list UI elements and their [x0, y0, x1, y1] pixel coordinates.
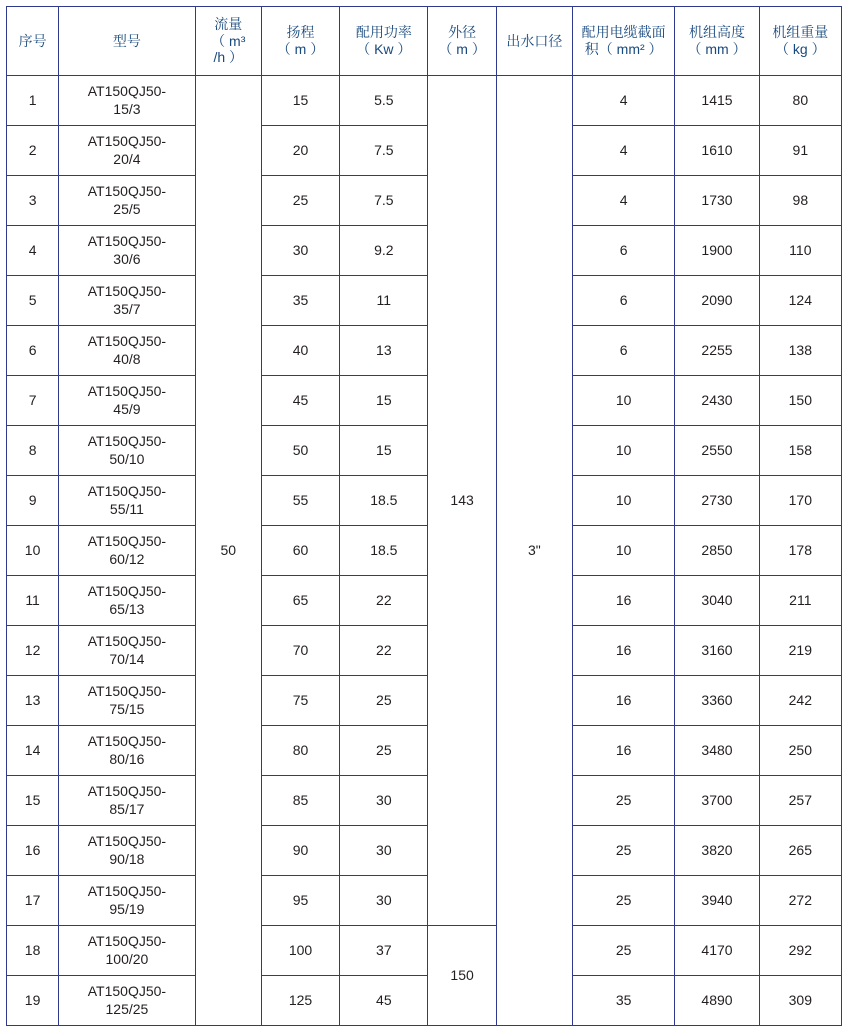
- cell-model-line1: AT150QJ50-: [87, 283, 167, 299]
- cell-power: 22: [340, 626, 428, 676]
- cell-cable: 25: [572, 776, 674, 826]
- cell-model: [59, 126, 195, 176]
- cell-weight: 80: [759, 76, 841, 126]
- cell-model-line1: AT150QJ50-: [87, 733, 167, 749]
- cell-power: 45: [340, 976, 428, 1026]
- cell-weight: 158: [759, 426, 841, 476]
- cell-model: [59, 826, 195, 876]
- cell-model: [59, 376, 195, 426]
- cell-height: 3360: [675, 676, 759, 726]
- cell-model-line2: 90/18: [109, 850, 145, 867]
- col-header-cable-section: [572, 7, 674, 76]
- cell-model-line1: AT150QJ50-: [87, 533, 167, 549]
- cell-outer-diameter-merged-1: 143: [428, 76, 496, 926]
- cell-height: 1730: [675, 176, 759, 226]
- cell-model-line1: AT150QJ50-: [87, 583, 167, 599]
- col-header-unit-height: [675, 7, 759, 76]
- cell-head: 50: [261, 426, 339, 476]
- cell-model: [59, 576, 195, 626]
- cell-head: 100: [261, 926, 339, 976]
- cell-power: 15: [340, 376, 428, 426]
- cell-model-line2: 75/15: [109, 700, 145, 717]
- table-row: [7, 576, 842, 626]
- cell-head: 40: [261, 326, 339, 376]
- cell-outer-diameter-merged-2: 150: [428, 926, 496, 1026]
- table-row: [7, 926, 842, 976]
- cell-head: 65: [261, 576, 339, 626]
- cell-model: [59, 976, 195, 1026]
- cell-model: [59, 476, 195, 526]
- col-header-outer-line1: 外径: [448, 24, 477, 41]
- table-row: [7, 776, 842, 826]
- cell-model-line2: 20/4: [113, 150, 141, 167]
- cell-no: 1: [7, 76, 59, 126]
- cell-model-line2: 125/25: [105, 1000, 149, 1017]
- cell-weight: 178: [759, 526, 841, 576]
- cell-power: 11: [340, 276, 428, 326]
- cell-no: 3: [7, 176, 59, 226]
- cell-cable: 6: [572, 226, 674, 276]
- col-header-outlet-diameter: [496, 7, 572, 76]
- cell-head: 80: [261, 726, 339, 776]
- cell-head: 30: [261, 226, 339, 276]
- table-header: [7, 7, 842, 76]
- cell-power: 7.5: [340, 176, 428, 226]
- cell-no: 17: [7, 876, 59, 926]
- cell-height: 2550: [675, 426, 759, 476]
- cell-model-line2: 65/13: [109, 600, 145, 617]
- cell-no: 9: [7, 476, 59, 526]
- cell-model-line1: AT150QJ50-: [87, 233, 167, 249]
- cell-no: 11: [7, 576, 59, 626]
- cell-model-line2: 100/20: [105, 950, 149, 967]
- cell-no: 13: [7, 676, 59, 726]
- cell-cable: 35: [572, 976, 674, 1026]
- cell-model-line1: AT150QJ50-: [87, 833, 167, 849]
- cell-model-line2: 60/12: [109, 550, 145, 567]
- col-header-height-line1: 机组高度: [688, 24, 745, 41]
- cell-weight: 265: [759, 826, 841, 876]
- cell-model: [59, 926, 195, 976]
- cell-power: 18.5: [340, 526, 428, 576]
- cell-no: 14: [7, 726, 59, 776]
- cell-head: 15: [261, 76, 339, 126]
- cell-no: 2: [7, 126, 59, 176]
- cell-model-line1: AT150QJ50-: [87, 133, 167, 149]
- cell-head: 85: [261, 776, 339, 826]
- cell-height: 1415: [675, 76, 759, 126]
- cell-flow-merged: 50: [195, 76, 261, 1026]
- table-row: [7, 326, 842, 376]
- col-header-model-line1: 型号: [112, 32, 141, 49]
- cell-model-line2: 35/7: [113, 300, 141, 317]
- cell-model-line2: 50/10: [109, 450, 145, 467]
- col-header-no: [7, 7, 59, 76]
- cell-height: 2850: [675, 526, 759, 576]
- header-row: [7, 7, 842, 76]
- cell-power: 13: [340, 326, 428, 376]
- cell-model-line2: 25/5: [113, 200, 141, 217]
- cell-head: 75: [261, 676, 339, 726]
- cell-model-line2: 70/14: [109, 650, 145, 667]
- cell-power: 18.5: [340, 476, 428, 526]
- cell-model-line1: AT150QJ50-: [87, 483, 167, 499]
- cell-weight: 242: [759, 676, 841, 726]
- cell-model: [59, 76, 195, 126]
- cell-model: [59, 876, 195, 926]
- cell-weight: 124: [759, 276, 841, 326]
- cell-model: [59, 426, 195, 476]
- cell-model: [59, 726, 195, 776]
- cell-cable: 10: [572, 376, 674, 426]
- pump-specification-table: [6, 6, 842, 1026]
- cell-height: 3040: [675, 576, 759, 626]
- cell-cable: 10: [572, 426, 674, 476]
- col-header-flow-line2: （ m³: [211, 32, 246, 49]
- cell-height: 4170: [675, 926, 759, 976]
- cell-head: 95: [261, 876, 339, 926]
- col-header-no-line1: 序号: [18, 32, 47, 49]
- cell-cable: 25: [572, 926, 674, 976]
- cell-model-line1: AT150QJ50-: [87, 333, 167, 349]
- cell-power: 15: [340, 426, 428, 476]
- cell-model-line1: AT150QJ50-: [87, 933, 167, 949]
- col-header-height-line2: （ mm ）: [687, 41, 747, 57]
- cell-no: 8: [7, 426, 59, 476]
- cell-weight: 257: [759, 776, 841, 826]
- cell-model: [59, 526, 195, 576]
- cell-power: 30: [340, 826, 428, 876]
- table-row: [7, 476, 842, 526]
- cell-head: 60: [261, 526, 339, 576]
- col-header-cable-line1: 配用电缆截面: [581, 24, 666, 41]
- cell-height: 2730: [675, 476, 759, 526]
- cell-cable: 16: [572, 676, 674, 726]
- cell-model-line1: AT150QJ50-: [87, 883, 167, 899]
- cell-weight: 292: [759, 926, 841, 976]
- cell-weight: 138: [759, 326, 841, 376]
- cell-weight: 211: [759, 576, 841, 626]
- cell-weight: 110: [759, 226, 841, 276]
- cell-cable: 6: [572, 276, 674, 326]
- col-header-power-line2: （ Kw ）: [356, 41, 412, 57]
- col-header-power: [340, 7, 428, 76]
- cell-head: 55: [261, 476, 339, 526]
- cell-cable: 25: [572, 876, 674, 926]
- cell-no: 19: [7, 976, 59, 1026]
- cell-no: 12: [7, 626, 59, 676]
- cell-no: 10: [7, 526, 59, 576]
- cell-model-line2: 30/6: [113, 250, 141, 267]
- cell-no: 6: [7, 326, 59, 376]
- col-header-weight-line1: 机组重量: [772, 24, 829, 41]
- col-header-unit-weight: [759, 7, 841, 76]
- cell-power: 25: [340, 726, 428, 776]
- col-header-flow-line3: /h ）: [213, 49, 244, 66]
- cell-weight: 219: [759, 626, 841, 676]
- cell-no: 7: [7, 376, 59, 426]
- cell-cable: 6: [572, 326, 674, 376]
- cell-power: 7.5: [340, 126, 428, 176]
- cell-cable: 4: [572, 126, 674, 176]
- table-row: [7, 826, 842, 876]
- col-header-flow-line1: 流量: [214, 15, 243, 32]
- cell-head: 125: [261, 976, 339, 1026]
- cell-model: [59, 676, 195, 726]
- cell-weight: 150: [759, 376, 841, 426]
- cell-model: [59, 326, 195, 376]
- cell-weight: 170: [759, 476, 841, 526]
- cell-height: 1610: [675, 126, 759, 176]
- col-header-outlet-line1: 出水口径: [506, 32, 563, 49]
- cell-cable: 16: [572, 626, 674, 676]
- cell-height: 2255: [675, 326, 759, 376]
- cell-cable: 16: [572, 726, 674, 776]
- col-header-flow: [195, 7, 261, 76]
- cell-power: 37: [340, 926, 428, 976]
- cell-model-line2: 85/17: [109, 800, 145, 817]
- cell-model-line1: AT150QJ50-: [87, 683, 167, 699]
- cell-height: 4890: [675, 976, 759, 1026]
- cell-power: 30: [340, 776, 428, 826]
- cell-outlet-diameter-merged: 3": [496, 76, 572, 1026]
- col-header-weight-line2: （ kg ）: [775, 41, 826, 57]
- cell-weight: 272: [759, 876, 841, 926]
- cell-head: 20: [261, 126, 339, 176]
- cell-cable: 10: [572, 526, 674, 576]
- cell-power: 30: [340, 876, 428, 926]
- table-row: [7, 226, 842, 276]
- cell-model: [59, 626, 195, 676]
- col-header-model: [59, 7, 195, 76]
- cell-no: 5: [7, 276, 59, 326]
- cell-model-line1: AT150QJ50-: [87, 83, 167, 99]
- cell-cable: 4: [572, 176, 674, 226]
- cell-height: 3700: [675, 776, 759, 826]
- cell-cable: 25: [572, 826, 674, 876]
- cell-model-line2: 45/9: [113, 400, 141, 417]
- cell-no: 15: [7, 776, 59, 826]
- table-body: [7, 76, 842, 1026]
- cell-model-line2: 95/19: [109, 900, 145, 917]
- cell-head: 45: [261, 376, 339, 426]
- cell-power: 9.2: [340, 226, 428, 276]
- table-row: [7, 526, 842, 576]
- col-header-power-line1: 配用功率: [355, 24, 412, 41]
- col-header-outer-line2: （ m ）: [438, 41, 486, 57]
- table-row: [7, 976, 842, 1026]
- cell-model-line1: AT150QJ50-: [87, 633, 167, 649]
- col-header-outer-diameter: [428, 7, 496, 76]
- cell-model-line2: 80/16: [109, 750, 145, 767]
- cell-model: [59, 226, 195, 276]
- cell-no: 18: [7, 926, 59, 976]
- cell-height: 1900: [675, 226, 759, 276]
- cell-model-line2: 40/8: [113, 350, 141, 367]
- cell-cable: 4: [572, 76, 674, 126]
- col-header-head-line2: （ m ）: [276, 41, 325, 57]
- cell-model: [59, 776, 195, 826]
- cell-head: 90: [261, 826, 339, 876]
- cell-model: [59, 176, 195, 226]
- cell-model-line1: AT150QJ50-: [87, 433, 167, 449]
- cell-height: 3480: [675, 726, 759, 776]
- cell-weight: 98: [759, 176, 841, 226]
- cell-height: 2090: [675, 276, 759, 326]
- cell-height: 3160: [675, 626, 759, 676]
- cell-model-line1: AT150QJ50-: [87, 383, 167, 399]
- cell-power: 25: [340, 676, 428, 726]
- table-row: [7, 76, 842, 126]
- cell-height: 3820: [675, 826, 759, 876]
- cell-power: 22: [340, 576, 428, 626]
- cell-no: 16: [7, 826, 59, 876]
- table-row: [7, 676, 842, 726]
- cell-weight: 91: [759, 126, 841, 176]
- cell-model-line2: 15/3: [113, 100, 141, 117]
- table-row: [7, 276, 842, 326]
- table-row: [7, 876, 842, 926]
- cell-head: 25: [261, 176, 339, 226]
- cell-model-line1: AT150QJ50-: [87, 983, 167, 999]
- cell-cable: 10: [572, 476, 674, 526]
- table-row: [7, 376, 842, 426]
- cell-model-line1: AT150QJ50-: [87, 183, 167, 199]
- table-row: [7, 176, 842, 226]
- cell-height: 2430: [675, 376, 759, 426]
- table-row: [7, 726, 842, 776]
- cell-model: [59, 276, 195, 326]
- table-row: [7, 626, 842, 676]
- cell-power: 5.5: [340, 76, 428, 126]
- cell-head: 35: [261, 276, 339, 326]
- cell-cable: 16: [572, 576, 674, 626]
- cell-weight: 309: [759, 976, 841, 1026]
- cell-height: 3940: [675, 876, 759, 926]
- cell-weight: 250: [759, 726, 841, 776]
- cell-model-line2: 55/11: [109, 500, 144, 517]
- col-header-cable-line2: 积（ mm² ）: [584, 41, 663, 57]
- col-header-head: [261, 7, 339, 76]
- col-header-head-line1: 扬程: [286, 24, 315, 41]
- table-row: [7, 126, 842, 176]
- cell-model-line1: AT150QJ50-: [87, 783, 167, 799]
- cell-head: 70: [261, 626, 339, 676]
- table-row: [7, 426, 842, 476]
- cell-no: 4: [7, 226, 59, 276]
